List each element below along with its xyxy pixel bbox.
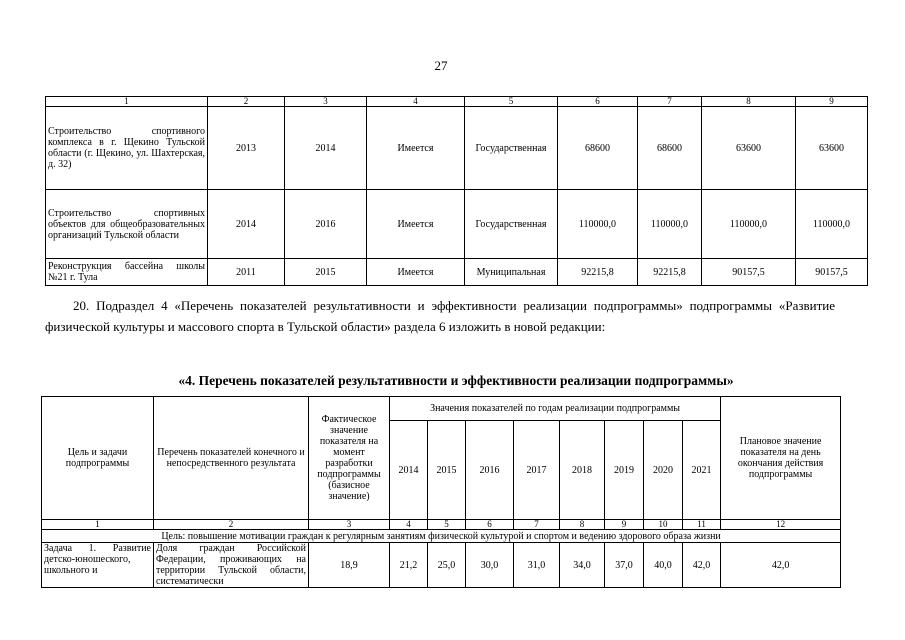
column-number: 7 — [514, 520, 560, 530]
year-header: 2020 — [644, 421, 683, 520]
column-number: 8 — [702, 97, 796, 107]
column-number: 2 — [154, 520, 309, 530]
table-row — [46, 107, 868, 190]
column-number: 1 — [46, 97, 208, 107]
column-number: 7 — [638, 97, 702, 107]
value-cell: 63600 — [796, 107, 868, 190]
column-number: 9 — [605, 520, 644, 530]
column-number: 10 — [644, 520, 683, 530]
year-header: 2016 — [466, 421, 514, 520]
table-row — [46, 259, 868, 286]
documentation-status: Имеется — [367, 107, 465, 190]
column-number: 5 — [428, 520, 466, 530]
start-year: 2013 — [208, 107, 285, 190]
actual-value: 18,9 — [309, 543, 390, 588]
column-number: 1 — [42, 520, 154, 530]
column-number: 3 — [309, 520, 390, 530]
ownership-form: Муниципальная — [465, 259, 558, 286]
value-cell: 92215,8 — [558, 259, 638, 286]
year-header: 2019 — [605, 421, 644, 520]
year-value: 30,0 — [466, 543, 514, 588]
column-number: 11 — [683, 520, 721, 530]
year-value: 37,0 — [605, 543, 644, 588]
start-year: 2011 — [208, 259, 285, 286]
construction-objects-table — [45, 96, 868, 286]
year-header: 2021 — [683, 421, 721, 520]
object-name: Строительство спортивных объектов для общеобразовательных организаций Тульской области — [46, 190, 208, 259]
year-value: 25,0 — [428, 543, 466, 588]
column-number: 12 — [721, 520, 841, 530]
planned-value-header: Плановое значение показателя на день окончания действия подпрограммы — [721, 397, 841, 520]
year-header: 2018 — [560, 421, 605, 520]
indicators-header: Перечень показателей конечного и непосредственного результата — [154, 397, 309, 520]
start-year: 2014 — [208, 190, 285, 259]
value-cell: 68600 — [558, 107, 638, 190]
value-cell: 90157,5 — [702, 259, 796, 286]
year-header: 2015 — [428, 421, 466, 520]
column-number: 9 — [796, 97, 868, 107]
object-name: Строительство спортивного комплекса в г. Щекино Тульской области (г. Щекино, ул. Шахтерская, д. 32) — [46, 107, 208, 190]
amendment-paragraph: 20. Подраздел 4 «Перечень показателей результативности и эффективности реализации подпрограммы» подпрограммы «Развитие физической культуры и массового спорта в Тульской области» раздела 6 изложить в новой редакции: — [45, 298, 835, 334]
indicators-table — [41, 396, 841, 588]
documentation-status: Имеется — [367, 190, 465, 259]
value-cell: 92215,8 — [638, 259, 702, 286]
planned-value: 42,0 — [721, 543, 841, 588]
column-number-row — [46, 97, 868, 107]
value-cell: 90157,5 — [796, 259, 868, 286]
column-number: 6 — [558, 97, 638, 107]
year-value: 21,2 — [390, 543, 428, 588]
year-value: 40,0 — [644, 543, 683, 588]
goals-header: Цель и задачи подпрограммы — [42, 397, 154, 520]
documentation-status: Имеется — [367, 259, 465, 286]
table-row — [42, 543, 841, 588]
value-cell: 110000,0 — [558, 190, 638, 259]
column-number: 3 — [285, 97, 367, 107]
value-cell: 110000,0 — [638, 190, 702, 259]
task-cell: Задача 1. Развитие детско-юношеского, школьного и — [42, 543, 154, 588]
ownership-form: Государственная — [465, 107, 558, 190]
value-cell: 68600 — [638, 107, 702, 190]
goal-row: Цель: повышение мотивации граждан к регулярным занятиям физической культурой и спортом и ведению здорового образа жизни — [42, 530, 841, 543]
column-number: 4 — [390, 520, 428, 530]
value-cell: 110000,0 — [702, 190, 796, 259]
object-name: Реконструкция бассейна школы №21 г. Тула — [46, 259, 208, 286]
year-value: 31,0 — [514, 543, 560, 588]
value-cell: 110000,0 — [796, 190, 868, 259]
values-by-year-header: Значения показателей по годам реализации подпрограммы — [390, 397, 721, 421]
value-cell: 63600 — [702, 107, 796, 190]
indicator-cell: Доля граждан Российской Федерации, проживающих на территории Тульской области, систематически — [154, 543, 309, 588]
year-value: 42,0 — [683, 543, 721, 588]
column-number: 5 — [465, 97, 558, 107]
page-number: 27 — [434, 58, 448, 73]
column-number: 2 — [208, 97, 285, 107]
table-row — [46, 190, 868, 259]
end-year: 2014 — [285, 107, 367, 190]
end-year: 2016 — [285, 190, 367, 259]
year-header: 2014 — [390, 421, 428, 520]
year-value: 34,0 — [560, 543, 605, 588]
year-header: 2017 — [514, 421, 560, 520]
ownership-form: Государственная — [465, 190, 558, 259]
actual-value-header: Фактическое значение показателя на момент разработки подпрограммы (базисное значение) — [309, 397, 390, 520]
column-number: 4 — [367, 97, 465, 107]
end-year: 2015 — [285, 259, 367, 286]
column-number-row — [42, 520, 841, 530]
section-title: «4. Перечень показателей результативности и эффективности реализации подпрограммы» — [178, 373, 734, 388]
column-number: 6 — [466, 520, 514, 530]
column-number: 8 — [560, 520, 605, 530]
